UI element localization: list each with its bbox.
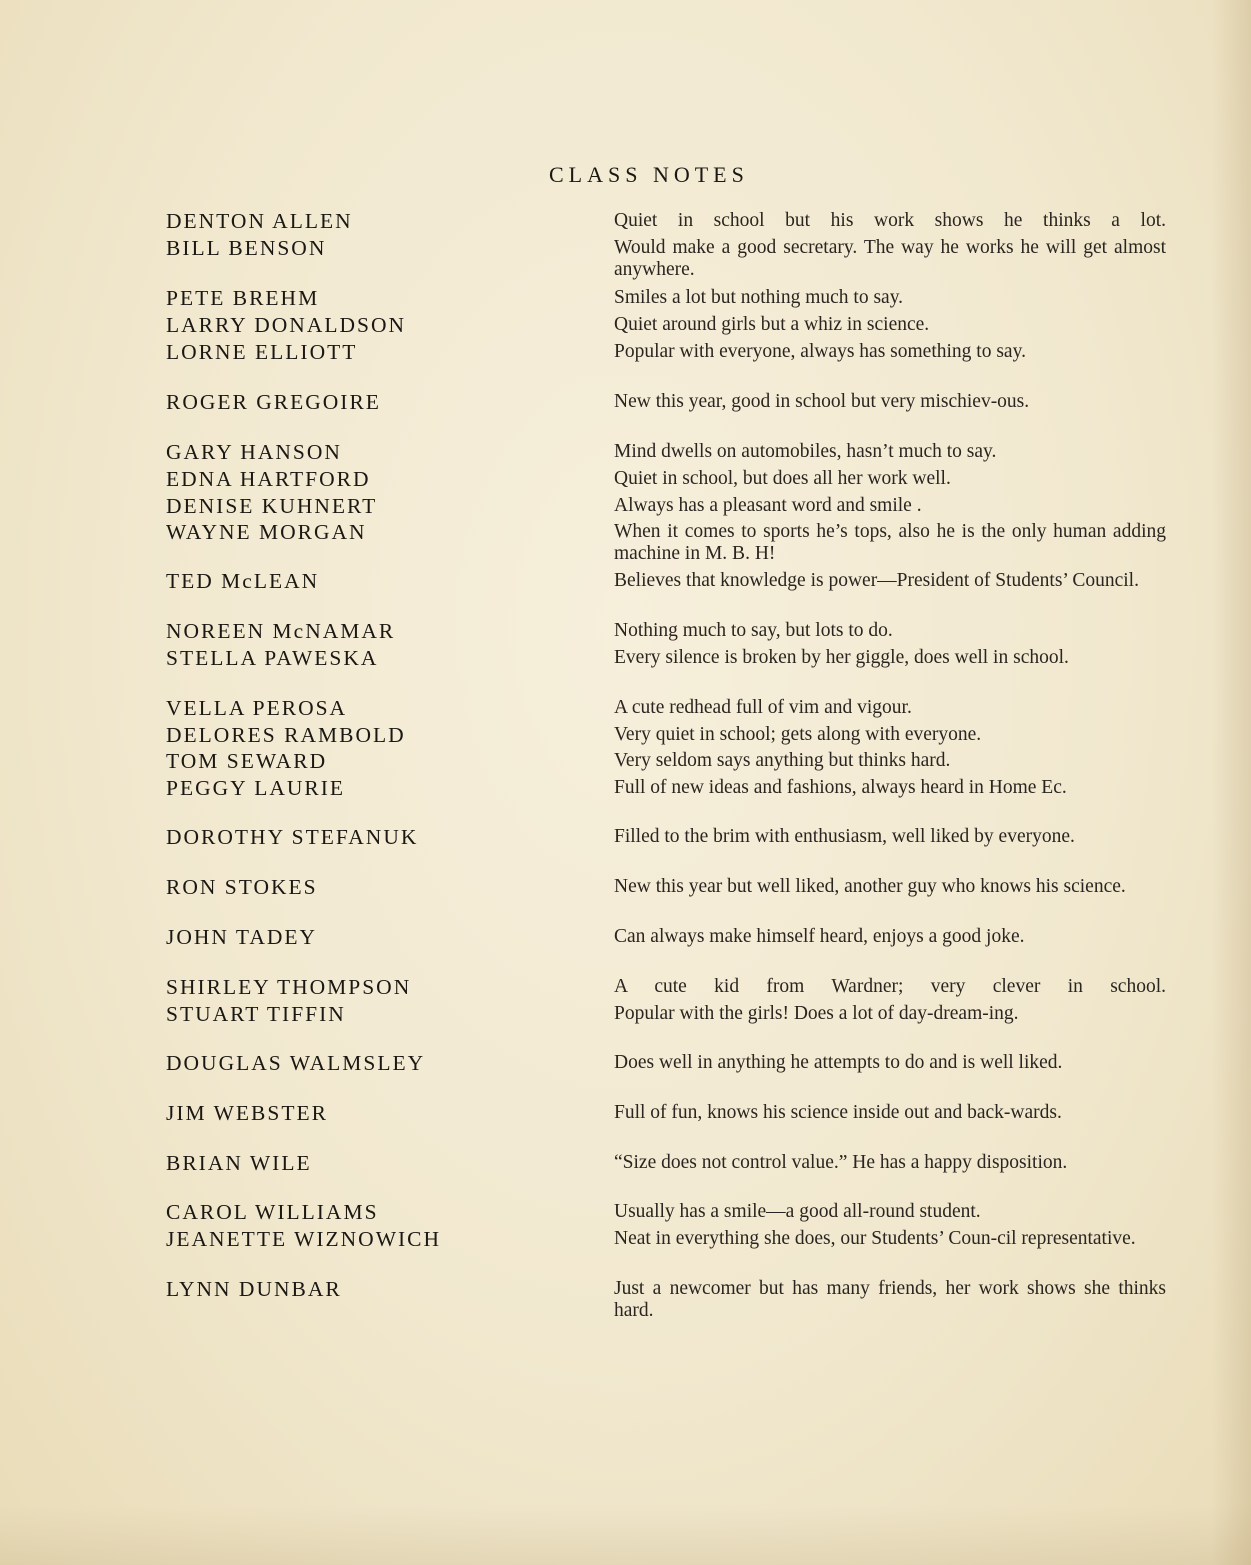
student-name: STUART TIFFIN bbox=[166, 1002, 346, 1026]
student-note: Can always make himself heard, enjoys a good joke. bbox=[614, 926, 1025, 947]
student-note: Smiles a lot but nothing much to say. bbox=[614, 287, 904, 308]
student-note: Mind dwells on automobiles, hasn’t much to say. bbox=[614, 441, 997, 462]
student-note: Every silence is broken by her giggle, does well in school. bbox=[614, 647, 1069, 668]
student-note: Quiet in school but his work shows he thinks a lot. bbox=[614, 210, 1166, 231]
student-note: Full of fun, knows his science inside out and back-wards. bbox=[614, 1102, 1062, 1123]
student-note: Quiet around girls but a whiz in science. bbox=[614, 314, 930, 335]
student-note: New this year but well liked, another guy who knows his science. bbox=[614, 876, 1126, 897]
student-name: PETE BREHM bbox=[166, 286, 320, 310]
student-name: LYNN DUNBAR bbox=[166, 1277, 342, 1301]
student-note: When it comes to sports he’s tops, also he is the only human adding machine in M. B. H! bbox=[614, 521, 1166, 564]
student-note: A cute kid from Wardner; very clever in school. bbox=[614, 976, 1166, 997]
page-edge-shading bbox=[1211, 0, 1251, 1565]
student-name: DOROTHY STEFANUK bbox=[166, 825, 419, 849]
student-note: Usually has a smile—a good all-round student. bbox=[614, 1201, 981, 1222]
student-note: Believes that knowledge is power—President of Students’ Council. bbox=[614, 570, 1139, 591]
student-note: Very seldom says anything but thinks hard. bbox=[614, 750, 951, 771]
student-name: JEANETTE WIZNOWICH bbox=[166, 1227, 442, 1251]
student-note: Neat in everything she does, our Students’ Coun-cil representative. bbox=[614, 1228, 1136, 1249]
student-name: BRIAN WILE bbox=[166, 1151, 312, 1175]
student-name: CAROL WILLIAMS bbox=[166, 1200, 379, 1224]
student-name: SHIRLEY THOMPSON bbox=[166, 975, 412, 999]
student-name: BILL BENSON bbox=[166, 236, 327, 260]
student-name: EDNA HARTFORD bbox=[166, 467, 371, 491]
student-name: GARY HANSON bbox=[166, 440, 342, 464]
student-note: Filled to the brim with enthusiasm, well liked by everyone. bbox=[614, 826, 1075, 847]
student-note: Just a newcomer but has many friends, her work shows she thinks hard. bbox=[614, 1278, 1166, 1321]
student-name: ROGER GREGOIRE bbox=[166, 390, 381, 414]
student-note: Popular with everyone, always has something to say. bbox=[614, 341, 1026, 362]
student-name: JIM WEBSTER bbox=[166, 1101, 328, 1125]
student-name: TOM SEWARD bbox=[166, 749, 328, 773]
student-note: Very quiet in school; gets along with everyone. bbox=[614, 724, 982, 745]
student-name: PEGGY LAURIE bbox=[166, 776, 346, 800]
student-name: DENISE KUHNERT bbox=[166, 494, 378, 518]
student-name: DENTON ALLEN bbox=[166, 209, 353, 233]
student-name: LORNE ELLIOTT bbox=[166, 340, 358, 364]
student-note: Popular with the girls! Does a lot of day-dream-ing. bbox=[614, 1003, 1019, 1024]
student-name: RON STOKES bbox=[166, 875, 318, 899]
student-note: “Size does not control value.” He has a happy disposition. bbox=[614, 1152, 1068, 1173]
student-name: WAYNE MORGAN bbox=[166, 520, 367, 544]
student-name: LARRY DONALDSON bbox=[166, 313, 407, 337]
student-name: STELLA PAWESKA bbox=[166, 646, 379, 670]
student-name: TED McLEAN bbox=[166, 569, 320, 593]
student-note: Full of new ideas and fashions, always heard in Home Ec. bbox=[614, 777, 1067, 798]
page-bottom-shading bbox=[0, 1505, 1251, 1565]
page-title: CLASS NOTES bbox=[549, 162, 749, 187]
student-name: DOUGLAS WALMSLEY bbox=[166, 1051, 426, 1075]
student-note: Nothing much to say, but lots to do. bbox=[614, 620, 893, 641]
student-note: A cute redhead full of vim and vigour. bbox=[614, 697, 912, 718]
student-note: Does well in anything he attempts to do and is well liked. bbox=[614, 1052, 1063, 1073]
student-note: New this year, good in school but very mischiev-ous. bbox=[614, 391, 1030, 412]
student-name: VELLA PEROSA bbox=[166, 696, 348, 720]
student-name: DELORES RAMBOLD bbox=[166, 723, 406, 747]
student-note: Always has a pleasant word and smile . bbox=[614, 495, 922, 516]
student-name: JOHN TADEY bbox=[166, 925, 318, 949]
student-name: NOREEN McNAMAR bbox=[166, 619, 396, 643]
student-note: Would make a good secretary. The way he works he will get almost anywhere. bbox=[614, 237, 1166, 280]
student-note: Quiet in school, but does all her work well. bbox=[614, 468, 951, 489]
